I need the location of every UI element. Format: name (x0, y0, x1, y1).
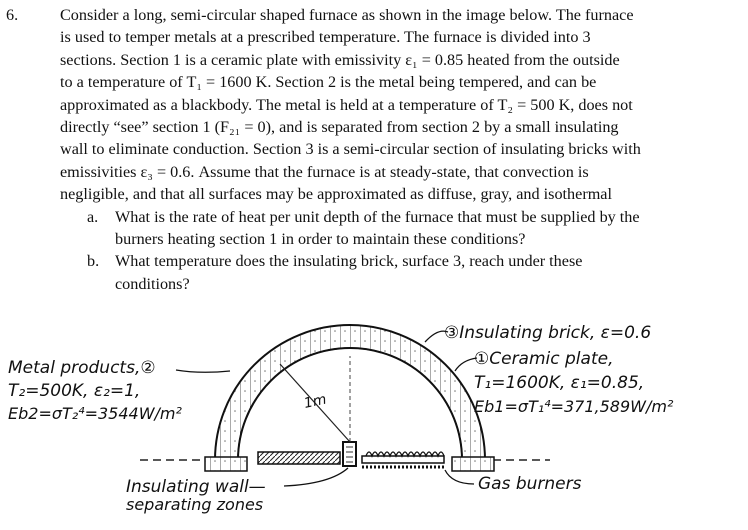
problem-statement (60, 4, 706, 206)
part-b-label: b. (87, 252, 100, 271)
burner-label: Gas burners (478, 474, 582, 494)
ceramic-flux: Eb1=σT₁⁴=371,589W/m² (474, 397, 674, 416)
burner-leader (445, 470, 474, 484)
furnace-figure (0, 316, 748, 530)
metal-temp: T₂=500K, ε₂=1, (8, 381, 141, 401)
ceramic-temp: T₁=1600K, ε₁=0.85, (474, 373, 645, 393)
part-b-line: What temperature does the insulating brick, surface 3, reach under these (115, 252, 583, 271)
wall-label-1: Insulating wall— (126, 477, 266, 497)
statement-line: is used to temper metals at a prescribed temperature. The furnace is divided into 3 (60, 28, 591, 47)
metal-flux: Eb2=σT₂⁴=3544W/m² (8, 404, 182, 423)
statement-line: to a temperature of T₁ = 1600 K. Section 2 is the metal being tempered, and can be (60, 73, 597, 92)
problem-6 (6, 4, 706, 295)
brick-label: ③Insulating brick, ε=0.6 (444, 323, 652, 343)
part-b-line: conditions? (115, 274, 190, 293)
part-a (87, 206, 706, 251)
metal-products (258, 452, 340, 464)
wall-leader (284, 468, 348, 486)
statement-line: wall to eliminate conduction. Section 3 is a semi-circular section of insulating bricks with (60, 140, 641, 159)
metal-leader (176, 370, 230, 372)
wall-label-2: separating zones (126, 495, 264, 514)
problem-number: 6. (6, 6, 19, 24)
statement-line: directly “see” section 1 (F₂₁ = 0), and is separated from section 2 by a small insulating (60, 118, 619, 137)
statement-line: Consider a long, semi-circular shaped furnace as shown in the image below. The furnace (60, 6, 634, 24)
ceramic-label: ①Ceramic plate, (474, 349, 614, 369)
statement-line: emissivities ε₃ = 0.6. Assume that the furnace is at steady-state, that convection is (60, 162, 589, 181)
part-b (87, 250, 706, 295)
part-a-line: What is the rate of heat per unit depth of the furnace that must be supplied by the (115, 207, 640, 226)
metal-label: Metal products,② (8, 358, 156, 378)
statement-line: approximated as a blackbody. The metal is held at a temperature of T₂ = 500 K, does not (60, 95, 633, 114)
statement-line: negligible, and that all surfaces may be approximated as diffuse, gray, and isothermal (60, 185, 612, 204)
part-a-label: a. (87, 207, 99, 226)
part-a-line: burners heating section 1 in order to maintain these conditions? (115, 230, 526, 249)
insulating-wall (343, 442, 356, 466)
radius-dimension (280, 356, 350, 442)
radius-label: 1m (302, 391, 328, 412)
statement-line: sections. Section 1 is a ceramic plate with emissivity ε₁ = 0.85 heated from the outside (60, 50, 620, 69)
